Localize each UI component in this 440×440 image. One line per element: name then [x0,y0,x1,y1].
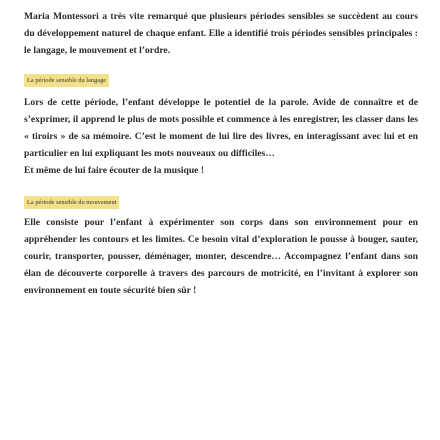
section-body-langage: Lors de cette période, l’enfant développe le potentiel de la parole. Avide de connaître et de s’exprimer, il apprend le plus de mots possible et commence à les enregistrer, les classer dans les « tiroirs » de sa mémoire. C’est le moment de lui lire des livres, en interagissant avec lui et en particulier en lui expliquant les mots nouveaux ou difficiles… [24,96,418,160]
section-heading-langage: La période sensible du langage [24,74,109,87]
section-heading-row [24,60,418,94]
section-heading-mouvement: La période sensible du mouvement [24,196,119,209]
document-body [24,8,418,300]
intro-paragraph: Maria Montessori a très vite remarqué que plusieurs périodes sensibles se succèdent au cours du développement naturel de chaque enfant. Elle a identifié trois périodes sensibles principales : le langage, le mouvement et l’ordre. [24,11,418,57]
section-paragraph-mouvement: Elle consiste pour l’enfant à expérimenter son corps dans son environnement pour en appréhender les contours et les limites. Ce besoin vital d’exploration le pousse à bouger, sauter, courir, transporter, pousser, déménager, monter, descendre… Accompagnez l’enfant dans son élan de découverte corporelle à travers des parcours de motricité, en l’invitant à explorer son environnement en toute sécurité bien sûr ! [24,216,418,297]
section-extra-langage: Et même de lui faire écouter de la musique ! [24,165,205,177]
section-heading-row [24,180,418,214]
section-paragraph-langage [24,94,418,180]
